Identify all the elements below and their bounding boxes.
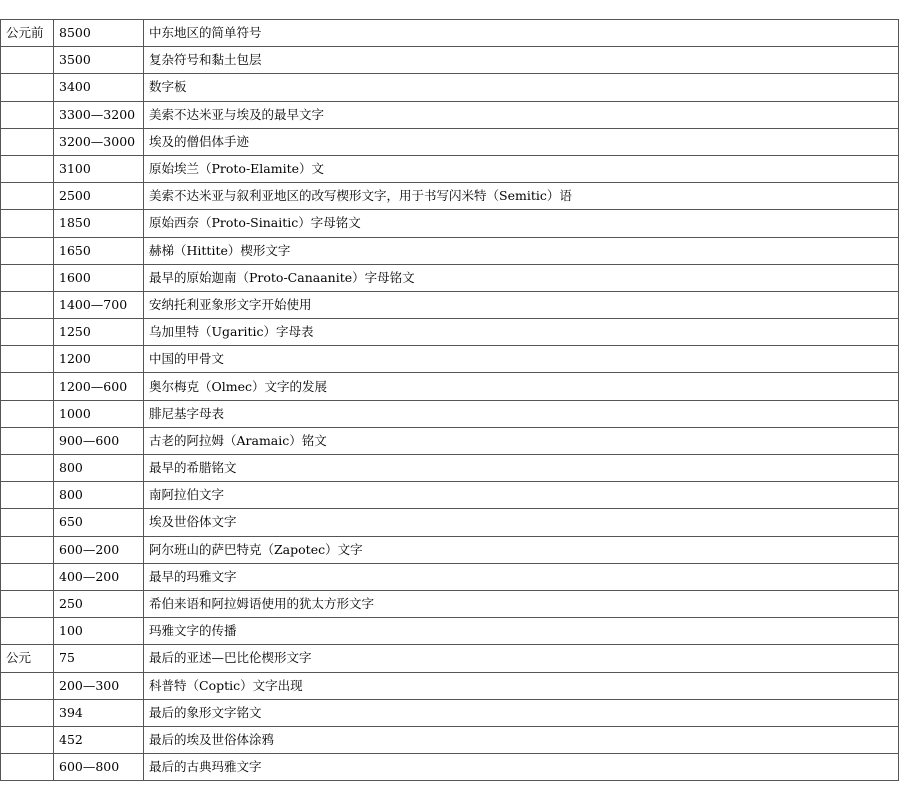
table-row: [1, 128, 899, 155]
era-cell: [1, 699, 54, 726]
event-cell: 安纳托利亚象形文字开始使用: [144, 291, 899, 318]
era-cell: [1, 618, 54, 645]
table-row: [1, 482, 899, 509]
table-row: [1, 509, 899, 536]
event-cell: 美索不达米亚与叙利亚地区的改写楔形文字，用于书写闪米特（Semitic）语: [144, 183, 899, 210]
event-cell: 腓尼基字母表: [144, 400, 899, 427]
year-cell: 800: [54, 482, 144, 509]
year-cell: 8500: [54, 20, 144, 47]
year-cell: 900—600: [54, 427, 144, 454]
year-cell: 2500: [54, 183, 144, 210]
table-row: [1, 754, 899, 781]
era-cell: [1, 427, 54, 454]
table-row: [1, 699, 899, 726]
event-cell: 原始西奈（Proto-Sinaitic）字母铭文: [144, 210, 899, 237]
table-row: [1, 101, 899, 128]
table-row: [1, 618, 899, 645]
year-cell: 600—800: [54, 754, 144, 781]
table-row: [1, 427, 899, 454]
year-cell: 1200—600: [54, 373, 144, 400]
event-cell: 乌加里特（Ugaritic）字母表: [144, 319, 899, 346]
table-row: [1, 210, 899, 237]
year-cell: 3100: [54, 155, 144, 182]
year-cell: 3400: [54, 74, 144, 101]
year-cell: 600—200: [54, 536, 144, 563]
timeline-body: [1, 20, 899, 781]
table-row: [1, 373, 899, 400]
table-row: [1, 237, 899, 264]
era-cell: [1, 726, 54, 753]
year-cell: 1600: [54, 264, 144, 291]
era-cell: [1, 319, 54, 346]
era-cell: [1, 373, 54, 400]
year-cell: 394: [54, 699, 144, 726]
table-row: [1, 455, 899, 482]
year-cell: 800: [54, 455, 144, 482]
year-cell: 75: [54, 645, 144, 672]
year-cell: 200—300: [54, 672, 144, 699]
year-cell: 1850: [54, 210, 144, 237]
era-cell: [1, 455, 54, 482]
event-cell: 科普特（Coptic）文字出现: [144, 672, 899, 699]
table-row: [1, 319, 899, 346]
event-cell: 希伯来语和阿拉姆语使用的犹太方形文字: [144, 590, 899, 617]
event-cell: 古老的阿拉姆（Aramaic）铭文: [144, 427, 899, 454]
event-cell: 阿尔班山的萨巴特克（Zapotec）文字: [144, 536, 899, 563]
table-row: [1, 291, 899, 318]
table-row: [1, 20, 899, 47]
era-cell: [1, 754, 54, 781]
era-cell: [1, 672, 54, 699]
table-row: [1, 74, 899, 101]
era-cell: [1, 74, 54, 101]
event-cell: 复杂符号和黏土包层: [144, 47, 899, 74]
era-cell: [1, 291, 54, 318]
year-cell: 1000: [54, 400, 144, 427]
year-cell: 452: [54, 726, 144, 753]
table-row: [1, 264, 899, 291]
era-cell: [1, 237, 54, 264]
event-cell: 中国的甲骨文: [144, 346, 899, 373]
year-cell: 400—200: [54, 563, 144, 590]
year-cell: 250: [54, 590, 144, 617]
table-row: [1, 346, 899, 373]
table-row: [1, 590, 899, 617]
era-cell: [1, 128, 54, 155]
era-cell: [1, 155, 54, 182]
event-cell: 埃及世俗体文字: [144, 509, 899, 536]
era-cell: 公元前: [1, 20, 54, 47]
event-cell: 最早的原始迦南（Proto-Canaanite）字母铭文: [144, 264, 899, 291]
event-cell: 玛雅文字的传播: [144, 618, 899, 645]
table-row: [1, 726, 899, 753]
event-cell: 数字板: [144, 74, 899, 101]
era-cell: [1, 183, 54, 210]
era-cell: [1, 210, 54, 237]
event-cell: 美索不达米亚与埃及的最早文字: [144, 101, 899, 128]
era-cell: [1, 264, 54, 291]
event-cell: 南阿拉伯文字: [144, 482, 899, 509]
era-cell: [1, 346, 54, 373]
table-row: [1, 672, 899, 699]
table-row: [1, 563, 899, 590]
table-row: [1, 400, 899, 427]
event-cell: 最后的象形文字铭文: [144, 699, 899, 726]
writing-timeline-table: [0, 19, 899, 781]
event-cell: 最后的亚述—巴比伦楔形文字: [144, 645, 899, 672]
event-cell: 最早的希腊铭文: [144, 455, 899, 482]
event-cell: 埃及的僧侣体手迹: [144, 128, 899, 155]
event-cell: 中东地区的简单符号: [144, 20, 899, 47]
year-cell: 1650: [54, 237, 144, 264]
year-cell: 3500: [54, 47, 144, 74]
year-cell: 100: [54, 618, 144, 645]
era-cell: [1, 101, 54, 128]
table-row: [1, 536, 899, 563]
year-cell: 1200: [54, 346, 144, 373]
event-cell: 最后的埃及世俗体涂鸦: [144, 726, 899, 753]
year-cell: 1250: [54, 319, 144, 346]
event-cell: 奥尔梅克（Olmec）文字的发展: [144, 373, 899, 400]
era-cell: [1, 563, 54, 590]
year-cell: 3200—3000: [54, 128, 144, 155]
era-cell: [1, 482, 54, 509]
era-cell: [1, 47, 54, 74]
table-row: [1, 155, 899, 182]
event-cell: 最后的古典玛雅文字: [144, 754, 899, 781]
table-row: [1, 645, 899, 672]
table-row: [1, 47, 899, 74]
era-cell: [1, 509, 54, 536]
era-cell: [1, 590, 54, 617]
era-cell: [1, 400, 54, 427]
era-cell: 公元: [1, 645, 54, 672]
year-cell: 3300—3200: [54, 101, 144, 128]
event-cell: 原始埃兰（Proto-Elamite）文: [144, 155, 899, 182]
era-cell: [1, 536, 54, 563]
table-row: [1, 183, 899, 210]
event-cell: 最早的玛雅文字: [144, 563, 899, 590]
event-cell: 赫梯（Hittite）楔形文字: [144, 237, 899, 264]
year-cell: 1400—700: [54, 291, 144, 318]
year-cell: 650: [54, 509, 144, 536]
